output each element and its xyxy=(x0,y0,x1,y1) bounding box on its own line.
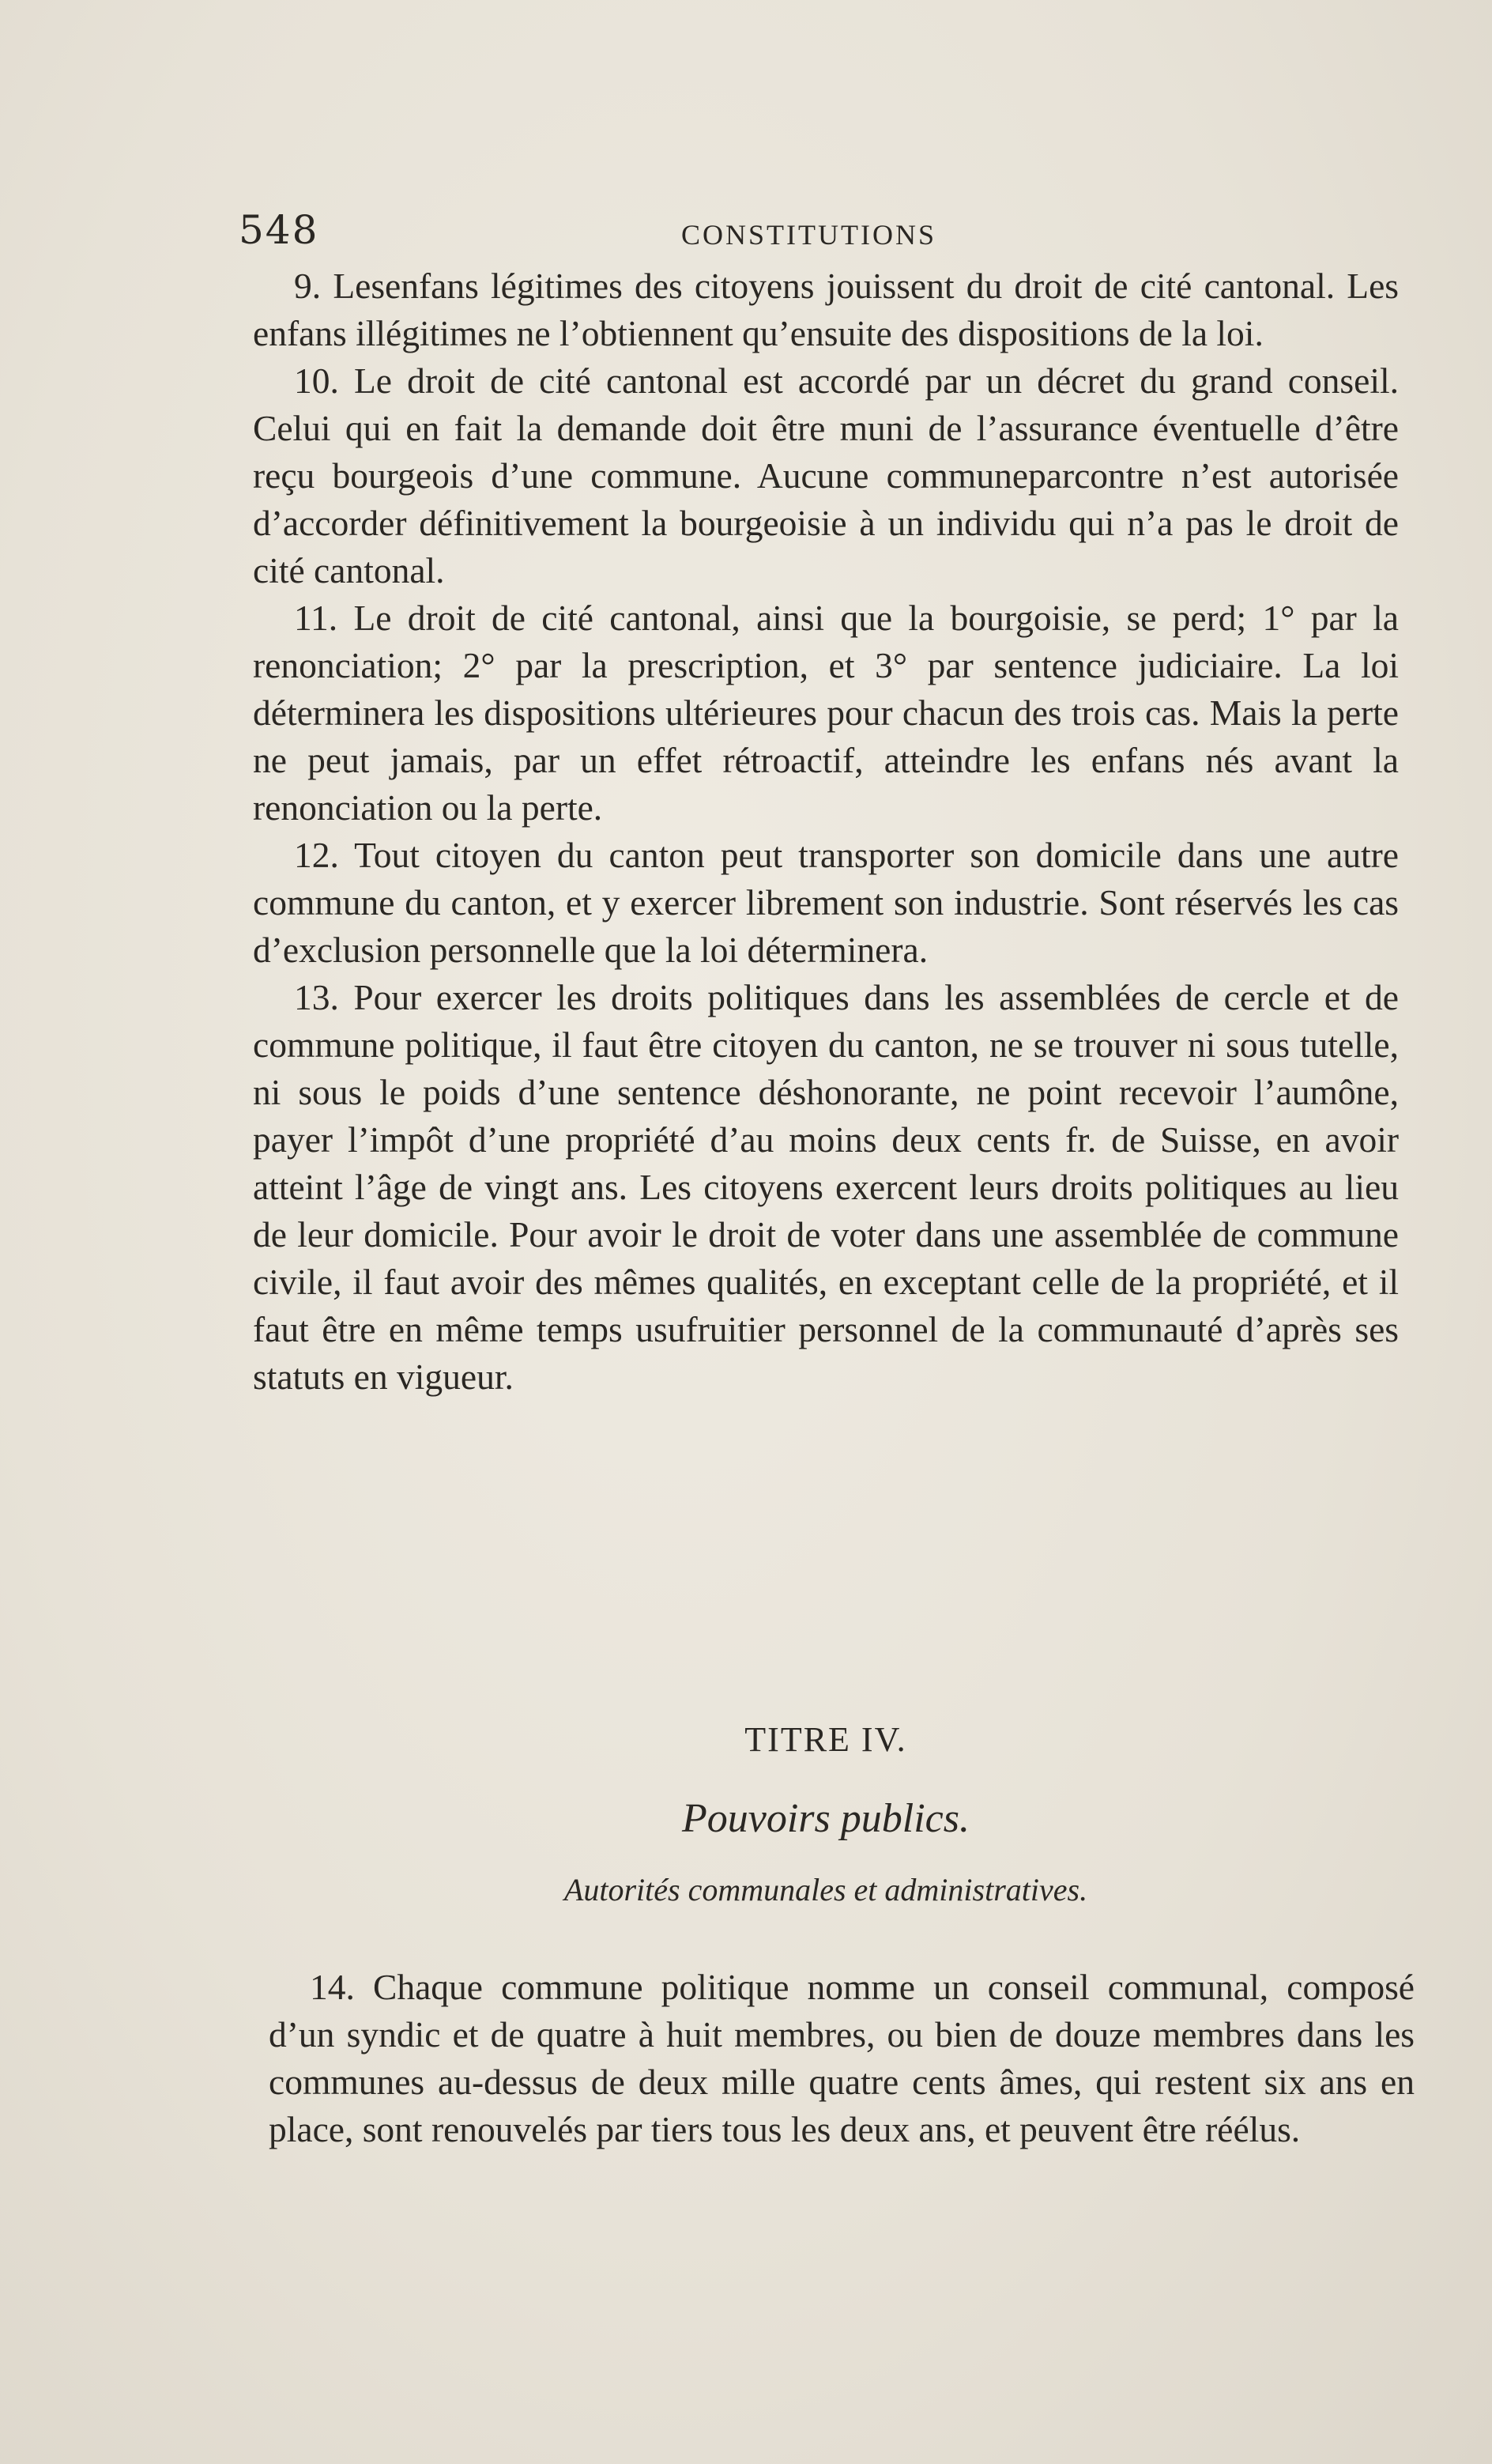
section-heading-block xyxy=(253,1712,1399,1918)
section-heading: Pouvoirs publics. xyxy=(682,1796,970,1841)
running-head xyxy=(239,207,1400,255)
article-13: 13. Pour exercer les droits politiques dans les assemblées de cercle et de commune politique, il faut être citoyen du canton, ne se trouver ni sous tutelle, ni sous le poids d’une sentence déshonorante, ne point recevoir l’aumône, payer l’impôt d’une propriété d’au moins deux cents fr. de Suisse, en avoir atteint l’âge de vingt ans. Les citoyens exercent leurs droits politiques au lieu de leur domicile. Pour avoir le droit de voter dans une assemblée de commune civile, il faut avoir des mêmes qualités, en exceptant celle de la propriété, et il faut être en même temps usufruitier personnel de la communauté d’après ses statuts en vigueur. xyxy=(253,977,1399,1397)
article-list-2 xyxy=(269,1964,1415,2153)
titre-heading: TITRE IV. xyxy=(744,1720,907,1759)
article-12: 12. Tout citoyen du canton peut transporter son domicile dans une autre commune du canton, et y exercer librement son industrie. Sont réservés les cas d’exclusion personnelle que la loi déterminera. xyxy=(253,835,1399,970)
article-9: 9. Lesenfans légitimes des citoyens jouissent du droit de cité cantonal. Les enfans illégitimes ne l’obtiennent qu’ensuite des dispositions de la loi. xyxy=(253,266,1399,353)
running-title: CONSTITUTIONS xyxy=(681,219,936,251)
article-14: 14. Chaque commune politique nomme un conseil communal, composé d’un syndic et de quatre à huit membres, ou bien de douze membres dans les communes au-dessus de deux mille quatre cents âmes, qui restent six ans en place, sont renouvelés par tiers tous les deux ans, et peuvent être réélus. xyxy=(269,1967,1415,2149)
article-11: 11. Le droit de cité cantonal, ainsi que la bourgoisie, se perd; 1° par la renonciation; 2° par la prescription, et 3° par sentence judiciaire. La loi déterminera les dispositions ultérieures pour chacun des trois cas. Mais la perte ne peut jamais, par un effet rétroactif, atteindre les enfans nés avant la renonciation ou la perte. xyxy=(253,598,1399,828)
section-subheading: Autorités communales et administratives. xyxy=(563,1872,1088,1907)
article-list xyxy=(253,262,1399,1401)
page-number: 548 xyxy=(239,207,319,253)
article-10: 10. Le droit de cité cantonal est accordé par un décret du grand conseil. Celui qui en fait la demande doit être muni de l’assurance éventuelle d’être reçu bourgeois d’une commune. Aucune communeparcontre n’est autorisée d’accorder définitivement la bourgeoisie à un individu qui n’a pas le droit de cité cantonal. xyxy=(253,360,1399,591)
